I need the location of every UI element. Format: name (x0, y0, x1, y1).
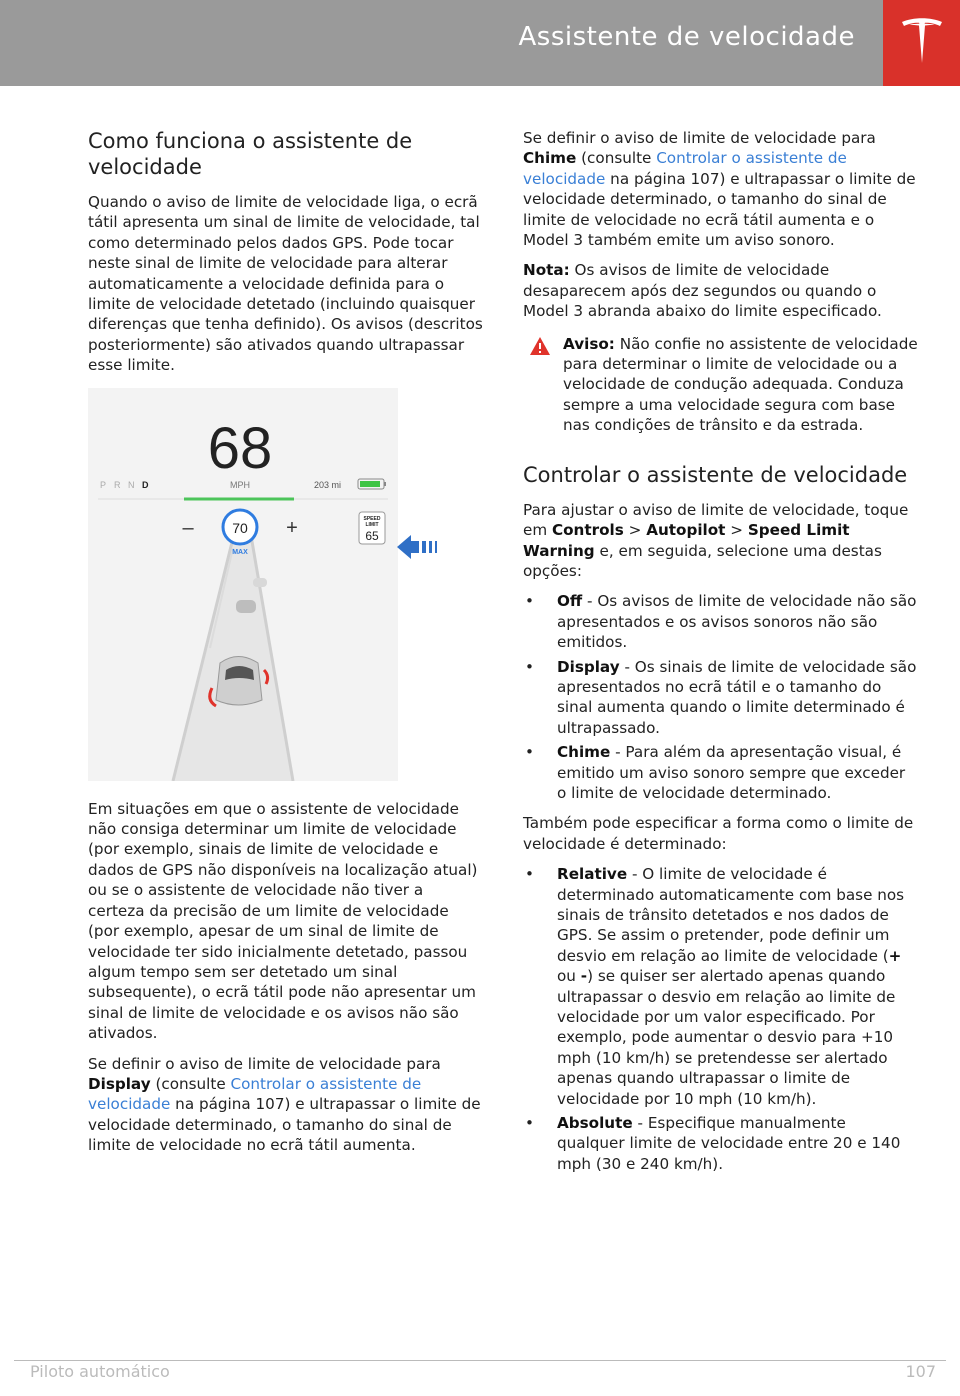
paragraph: Se definir o aviso de limite de velocidade para Chime (consulte Controlar o assistente de velocidade na página 107) e ultrapassar o limite de velocidade determinado, o tamanho do sinal de limite de velocidade no ecrã tátil aumenta e o Model 3 também emite um aviso sonoro. (523, 129, 916, 250)
gear-p: P (100, 479, 107, 490)
gear-n: N (128, 479, 135, 490)
paragraph: Se definir o aviso de limite de velocidade para Display (consulte Controlar o assistente de velocidade na página 107) e ultrapassar o limite de velocidade determinado, o tamanho do sinal de limite de velocidade no ecrã tátil aumenta. (88, 1054, 481, 1155)
page-number: 107 (905, 1362, 936, 1381)
section-heading-controlar: Controlar o assistente de velocidade (523, 462, 908, 487)
options-list (523, 591, 918, 803)
paragraph: Também pode especificar a forma como o limite de velocidade é determinado: (523, 814, 914, 853)
set-speed-value: 70 (232, 519, 248, 536)
paragraph: Para ajustar o aviso de limite de velocidade, toque em Controls > Autopilot > Speed Limit Warning e, em seguida, selecione uma destas opções: (523, 500, 909, 580)
page-header (0, 0, 883, 86)
section-heading-how-it-works: Como funciona o assistente de velocidade (88, 129, 413, 179)
gear-d: D (142, 479, 149, 490)
speed-limit-sign-line2: LIMIT (365, 521, 379, 528)
left-column (88, 128, 483, 1166)
list-item: • Relative - O limite de velocidade é determinado automaticamente com base nos sinais de trânsito detetados e nos dados de GPS. Se assim o pretender, pode definir um desvio em relação ao limite de velocidade (+ ou -) se quiser ser alertado apenas quando ultrapassar o desvio em relação ao limite de velocidade por um valor especificado. Por exemplo, pode aumentar o desvio para +10 mph (10 km/h) se pretendesse ser alertado apenas quando ultrapassar o limite de velocidade por 10 mph (10 km/h). (525, 865, 905, 1108)
tesla-logo-icon (901, 16, 943, 66)
car-ahead (236, 600, 256, 613)
link-controlar-assistente[interactable]: Controlar o assistente de velocidade (523, 149, 847, 188)
speed-minus-button[interactable]: – (182, 516, 194, 539)
brand-logo-box (883, 0, 960, 86)
current-speed: 68 (207, 415, 273, 481)
gear-r: R (114, 479, 121, 490)
footer-divider (14, 1360, 946, 1361)
speed-unit: MPH (230, 479, 250, 490)
paragraph: Em situações em que o assistente de velocidade não consiga determinar um limite de velocidade (por exemplo, sinais de limite de velocidade e dados de GPS não disponíveis na localização atual) ou se o assistente de velocidade não tiver a certeza da precisão de um limite de velocidade (por exemplo, apesar de um sinal de limite de velocidade ter sido inicialmente detetado, passou algum tempo sem ser detetado um sinal subsequente), o ecrã tátil pode não apresentar um sinal de limite de velocidade e os avisos não são ativados. (88, 799, 478, 1043)
list-item: • Off - Os avisos de limite de velocidade não são apresentados e os avisos sonoros não são emitidos. (525, 592, 917, 652)
speed-assist-illustration (88, 388, 398, 781)
warning-triangle-icon (529, 336, 551, 356)
paragraph: Quando o aviso de limite de velocidade liga, o ecrã tátil apresenta um sinal de limite de velocidade, tal como determinado pelos dados GPS. Pode tocar neste sinal de limite de velocidade para alterar automaticamente a velocidade definida para o limite de velocidade detetado (incluindo quaisquer diferenças que tenha definido). Os avisos (descritos posteriormente) são ativados quando ultrapassar esse limite. (88, 193, 483, 375)
speed-plus-button[interactable]: + (286, 516, 298, 539)
car-far (253, 578, 267, 587)
right-column (523, 128, 918, 1184)
speed-limit-sign-value: 65 (365, 528, 379, 543)
mode-list (523, 864, 918, 1174)
list-item: • Display - Os sinais de limite de velocidade são apresentados no ecrã tátil e o tamanho do sinal aumenta quando o limite determinado é ultrapassado. (525, 657, 917, 737)
note: Nota: Os avisos de limite de velocidade desaparecem após dez segundos ou quando o Model 3 abranda abaixo do limite especificado. (523, 261, 882, 321)
page-title: Assistente de velocidade (518, 22, 855, 52)
range-readout: 203 mi (314, 479, 342, 490)
speed-limit-sign-line1: SPEED (363, 515, 381, 522)
pointer-arrow-icon (397, 533, 439, 561)
max-label: MAX (232, 548, 248, 556)
list-item: • Chime - Para além da apresentação visual, é emitido um aviso sonoro sempre que exceder o limite de velocidade determinado. (525, 743, 906, 802)
footer-section: Piloto automático (30, 1362, 170, 1381)
list-item: • Absolute - Especifique manualmente qualquer limite de velocidade entre 20 e 140 mph (30 e 240 km/h). (525, 1114, 901, 1173)
link-controlar-assistente[interactable]: Controlar o assistente de velocidade (88, 1074, 422, 1114)
warning-box: Aviso: Não confie no assistente de velocidade para determinar o limite de velocidade ou a velocidade de condução adequada. Conduza sempre a uma velocidade segura com base nas condições de trânsito e da estrada. (523, 334, 918, 436)
